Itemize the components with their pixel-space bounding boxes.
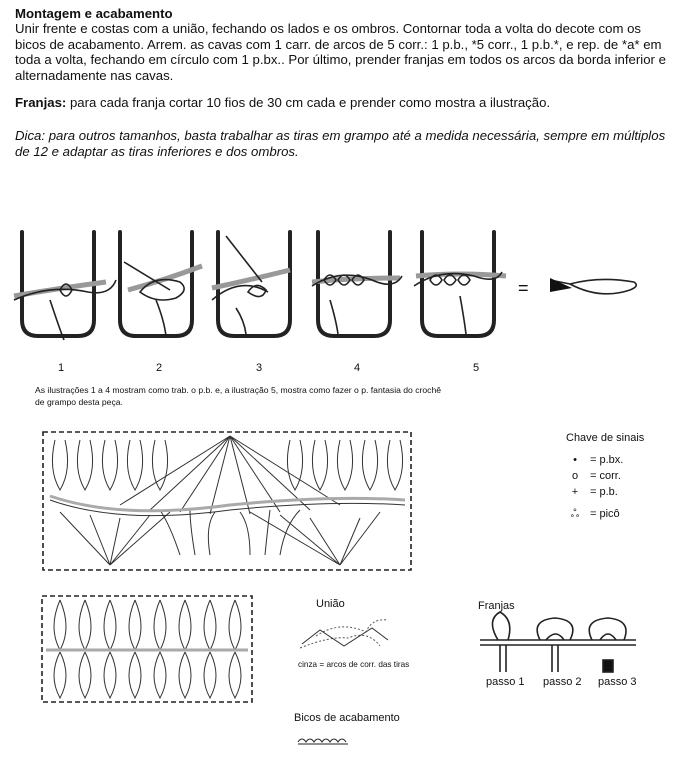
legend-label-pb: = p.b.	[590, 486, 618, 498]
equals-sign: =	[518, 278, 529, 298]
step-number-5: 5	[472, 362, 480, 374]
franja-step-3: passo 3	[598, 676, 637, 688]
franjas-diagram	[480, 612, 636, 672]
fantasy-stitch-symbol	[550, 278, 636, 294]
picot-symbol-icon: ஃ	[570, 508, 580, 520]
caption-line-1: As ilustrações 1 a 4 mostram como trab. o p.b. e, a ilustração 5, mostra como fazer o p. fantasia do crochê	[35, 385, 442, 395]
steps-caption	[35, 384, 665, 408]
plus-symbol-icon: +	[571, 486, 579, 498]
chart-top	[43, 432, 411, 570]
chart-bottom	[42, 596, 252, 702]
caption-line-2: de grampo desta peça.	[35, 397, 123, 407]
bicos-diagram	[298, 739, 348, 744]
uniao-diagram	[300, 620, 388, 648]
step-number-2: 2	[155, 362, 163, 374]
legend-title: Chave de sinais	[566, 432, 645, 444]
franja-step-1: passo 1	[486, 676, 525, 688]
bicos-title: Bicos de acabamento	[294, 712, 400, 724]
step-number-1: 1	[57, 362, 65, 374]
legend-label-corr: = corr.	[590, 470, 621, 482]
franjas-title: Franjas	[478, 600, 515, 612]
tip-paragraph: Dica: para outros tamanhos, basta trabalhar as tiras em grampo até a medida necessária, sempre em múltiplos de 12 e adaptar as tiras inferiores e dos ombros.	[15, 128, 666, 159]
dot-symbol-icon: •	[573, 454, 577, 466]
section-title: Montagem e acabamento	[15, 6, 173, 21]
step-number-4: 4	[353, 362, 361, 374]
uniao-title: União	[316, 598, 345, 610]
fringe-text: para cada franja cortar 10 fios de 30 cm cada e prender como mostra a ilustração.	[66, 95, 551, 110]
legend-label-pbx: = p.bx.	[590, 454, 624, 466]
legend-label-pico: = picô	[590, 508, 620, 520]
uniao-caption: cinza = arcos de corr. das tiras	[298, 660, 410, 669]
assembly-paragraph: Unir frente e costas com a união, fechando os lados e os ombros. Contornar toda a volta do decote com os bicos de acabamento. Arrem. as cavas com 1 carr. de arcos de 5 corr.: 1 p.b., *5 corr., 1 p.b.*, e rep. de *a* em toda a volta, fechando em círculo com 1 p.bx.. Por último, prender franjas em todos os arcos da borda inferior e alternadamente nas cavas.	[15, 21, 666, 83]
chain-symbol-icon: o	[571, 470, 579, 482]
step-number-3: 3	[255, 362, 263, 374]
franja-step-2: passo 2	[543, 676, 582, 688]
hook-and-loops	[14, 236, 502, 340]
fringe-label: Franjas:	[15, 95, 67, 110]
